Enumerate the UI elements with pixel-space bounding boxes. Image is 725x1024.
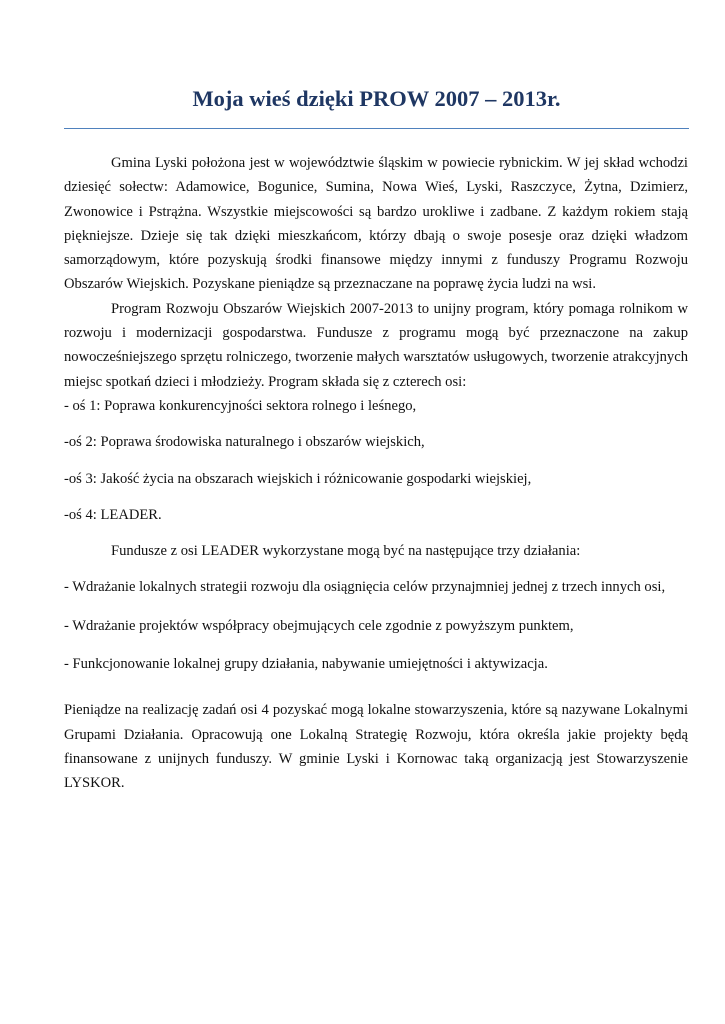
paragraph-intro: Gmina Lyski położona jest w województwie śląskim w powiecie rybnickim. W jej skład wchodzi dziesięć sołectw: Adamowice, Bogunice, Sumina, Nowa Wieś, Lyski, Raszczyce, Żytna, Dzimierz, Zwonowice i Pstrążna. Wszystkie miejscowości są bardzo urokliwe i zadbane. Z każdym rokiem stają piękniejsze. Dzieje się tak dzięki mieszkańcom, którzy dbają o swoje posesje oraz dzięki władzom samorządowym, które pozyskują środki finansowe między innymi z funduszy Programu Rozwoju Obszarów Wiejskich. Pozyskane pieniądze są przeznaczane na poprawę życia ludzi na wsi. bbox=[64, 155, 688, 293]
action-item: - Wdrażanie projektów współpracy obejmujących cele zgodnie z powyższym punktem, bbox=[64, 617, 574, 634]
axis-item: -oś 2: Poprawa środowiska naturalnego i obszarów wiejskich, bbox=[64, 434, 425, 451]
document-title: Moja wieś dzięki PROW 2007 – 2013r. bbox=[192, 86, 561, 111]
paragraph-program: Program Rozwoju Obszarów Wiejskich 2007-2013 to unijny program, który pomaga rolnikom w rozwoju i modernizacji gospodarstwa. Fundusze z programu mogą być przeznaczone na zakup nowocześniejszego sprzętu rolniczego, tworzenie małych warsztatów usługowych, tworzenie atrakcyjnych miejsc spotkań dzieci i młodzieży. Program składa się z czterech osi: bbox=[64, 300, 688, 390]
action-item: - Wdrażanie lokalnych strategii rozwoju dla osiągnięcia celów przynajmniej jednej z trzech innych osi, bbox=[64, 579, 666, 596]
paragraph-closing: Pieniądze na realizację zadań osi 4 pozyskać mogą lokalne stowarzyszenia, które są nazywane Lokalnymi Grupami Działania. Opracowują one Lokalną Strategię Rozwoju, która określa jakie projekty będą finansowane z unijnych funduszy. W gminie Lyski i Kornowac taką organizacją jest Stowarzyszenie LYSKOR. bbox=[64, 702, 688, 792]
title-underline bbox=[64, 128, 689, 129]
axis-item: -oś 3: Jakość życia na obszarach wiejskich i różnicowanie gospodarki wiejskiej, bbox=[64, 470, 532, 487]
axis-item: - oś 1: Poprawa konkurencyjności sektora rolnego i leśnego, bbox=[64, 397, 417, 414]
axis-item: -oś 4: LEADER. bbox=[64, 506, 162, 523]
action-item: - Funkcjonowanie lokalnej grupy działania, nabywanie umiejętności i aktywizacja. bbox=[64, 656, 548, 673]
paragraph-leader-intro: Fundusze z osi LEADER wykorzystane mogą być na następujące trzy działania: bbox=[111, 543, 581, 560]
document-body bbox=[64, 151, 688, 796]
